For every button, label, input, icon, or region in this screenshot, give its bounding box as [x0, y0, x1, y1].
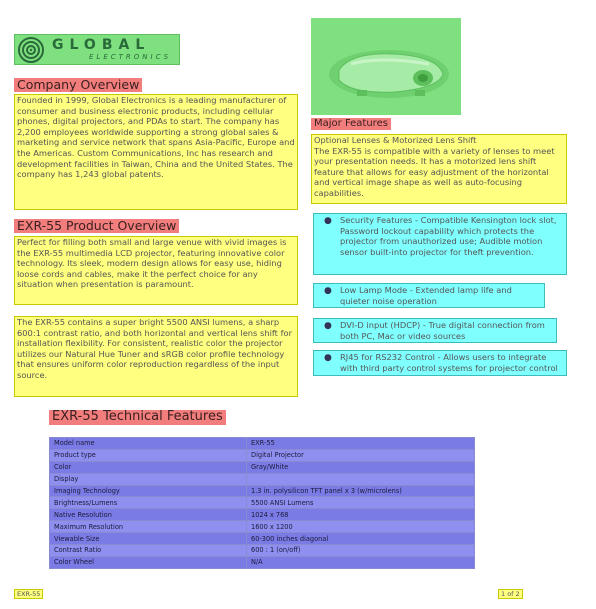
table-row: [50, 438, 475, 450]
spec-value: EXR-55: [247, 438, 475, 450]
spec-name: Product type: [50, 449, 247, 461]
table-row: [50, 545, 475, 557]
table-row: [50, 449, 475, 461]
spec-name: Imaging Technology: [50, 485, 247, 497]
spec-name: Contrast Ratio: [50, 545, 247, 557]
spec-name: Brightness/Lumens: [50, 497, 247, 509]
spec-value: 1.3 in. polysilicon TFT panel x 3 (w/microlens): [247, 485, 475, 497]
spec-value: 600 : 1 (on/off): [247, 545, 475, 557]
spec-value: 60-300 inches diagonal: [247, 533, 475, 545]
bullet-text: Low Lamp Mode - Extended lamp life and quieter noise operation: [340, 285, 512, 306]
spec-name: Maximum Resolution: [50, 521, 247, 533]
footer-model: EXR-55: [14, 589, 43, 599]
lens-feature-body: The EXR-55 is compatible with a variety of lenses to meet your presentation needs. It has a motorized lens shift feature that allows for easy adjustment of the horizontal and vertical image shape as well as auto-focusing capabilities.: [314, 145, 555, 198]
table-row: [50, 461, 475, 473]
table-row: [50, 473, 475, 485]
logo-name: GLOBAL: [52, 37, 151, 53]
bullet-text: DVI-D input (HDCP) - True digital connection from both PC, Mac or video sources: [340, 320, 545, 341]
major-features-text: [311, 134, 567, 204]
major-features-heading: Major Features: [311, 118, 391, 130]
bullet-icon: ●: [324, 321, 332, 331]
product-overview-heading: EXR-55 Product Overview: [14, 219, 179, 233]
spec-name: Display: [50, 473, 247, 485]
table-row: [50, 521, 475, 533]
technical-features-heading: EXR-55 Technical Features: [49, 410, 226, 425]
spec-value: 1024 x 768: [247, 509, 475, 521]
technical-features-table: [49, 437, 475, 569]
spec-value: [247, 473, 475, 485]
logo-subtitle: ELECTRONICS: [89, 53, 172, 61]
feature-bullet-dvi: [313, 318, 557, 343]
table-row: [50, 497, 475, 509]
feature-bullet-security: [313, 213, 567, 275]
company-overview-text: Founded in 1999, Global Electronics is a leading manufacturer of consumer and business electronic products, including cellular phones, digital projectors, and PDAs to start. The company has 2,200 employees worldwide supporting a strong global sales & marketing and service network that spans Asia-Pacific, Europe and the Americas. Custom Communications, Inc has research and development facilities in Taiwan, China and the United States. The company has 1,243 global patents.: [14, 94, 298, 210]
spec-value: N/A: [247, 556, 475, 568]
company-overview-heading: Company Overview: [14, 78, 142, 92]
table-row: [50, 533, 475, 545]
table-row: [50, 485, 475, 497]
feature-bullet-lamp: [313, 283, 545, 308]
spec-name: Native Resolution: [50, 509, 247, 521]
bullet-icon: ●: [324, 286, 332, 296]
table-row: [50, 556, 475, 568]
spec-name: Color Wheel: [50, 556, 247, 568]
company-logo: [14, 34, 180, 65]
spec-value: Digital Projector: [247, 449, 475, 461]
bullet-text: Security Features - Compatible Kensington lock slot, Password lockout capability which protects the projector from unauthorized use; Audible motion sensor built-into projector for theft prevention.: [340, 215, 557, 257]
spec-value: Gray/White: [247, 461, 475, 473]
bullet-text: RJ45 for RS232 Control - Allows users to integrate with third party control systems for projector control: [340, 352, 558, 373]
bullet-icon: ●: [324, 216, 332, 226]
lens-feature-title: Optional Lenses & Motorized Lens Shift: [314, 135, 477, 145]
projector-icon: [311, 18, 461, 115]
spec-name: Model name: [50, 438, 247, 450]
spec-value: 5500 ANSI Lumens: [247, 497, 475, 509]
feature-bullet-rj45: [313, 350, 567, 376]
page-number: 1 of 2: [498, 589, 523, 599]
spec-value: 1600 x 1200: [247, 521, 475, 533]
table-row: [50, 509, 475, 521]
product-overview-paragraph-2: The EXR-55 contains a super bright 5500 ANSI lumens, a sharp 600:1 contrast ratio, and both horizontal and vertical lens shift for installation flexibility. For consistent, realistic color the projector utilizes our Natural Hue Tuner and sRGB color profile technology that ensures uniform color reproduction regardless of the input source.: [14, 316, 298, 397]
projector-image: [311, 18, 461, 115]
spec-name: Color: [50, 461, 247, 473]
product-overview-paragraph-1: Perfect for filling both small and large venue with vivid images is the EXR-55 multimedia LCD projector, featuring innovative color technology. Its sleek, modern design allows for easy use, hiding loose cords and cables, make it the perfect choice for any situation when presentation is paramount.: [14, 236, 298, 305]
spec-name: Viewable Size: [50, 533, 247, 545]
bullet-icon: ●: [324, 353, 332, 363]
logo-circles-icon: [18, 37, 44, 63]
